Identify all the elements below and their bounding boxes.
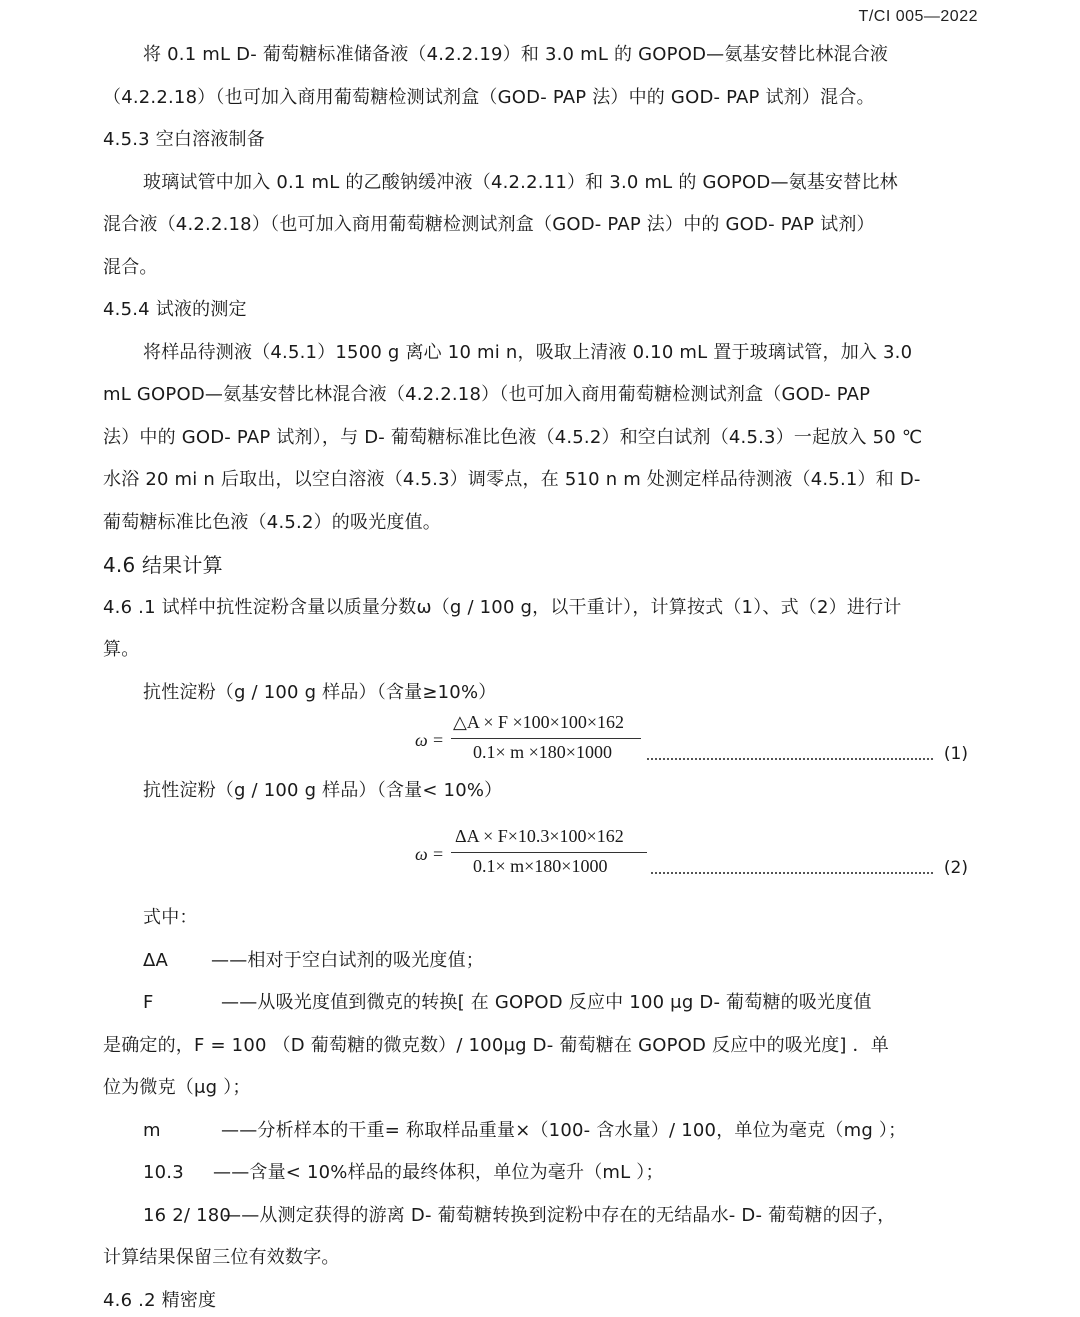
paragraph-line: 混合液（4.2.2.18）（也可加入商用葡萄糖检测试剂盒（GOD- PAP 法）中的 GOD- PAP 试剂） <box>103 214 875 235</box>
paragraph-line: 算。 <box>103 639 140 660</box>
paragraph-line: 将样品待测液（4.5.1）1500 g 离心 10 mi n，吸取上清液 0.10 mL 置于玻璃试管，加入 3.0 <box>143 342 913 363</box>
paragraph-line: 水浴 20 mi n 后取出，以空白溶液（4.5.3）调零点，在 510 n m 处测定样品待测液（4.5.1）和 D- <box>103 469 921 490</box>
section-heading-4-6: 4.6 结果计算 <box>103 553 223 577</box>
paragraph-line: 葡萄糖标准比色液（4.5.2）的吸光度值。 <box>103 512 441 533</box>
definition-continuation: 是确定的，F = 100 （D 葡萄糖的微克数）/ 100μg D- 葡萄糖在 GOPOD 反应中的吸光度] ．单 <box>103 1035 889 1056</box>
definition-symbol: ΔA <box>143 950 169 971</box>
dotted-leader <box>651 870 933 874</box>
formula-equals: = <box>433 844 444 864</box>
definition-delta-a <box>143 949 983 973</box>
section-heading-4-6-2: 4.6 .2 精密度 <box>103 1290 217 1311</box>
definition-m <box>143 1119 983 1143</box>
case-label-low-content: 抗性淀粉（g / 100 g 样品）（含量< 10%） <box>143 780 503 801</box>
definition-f <box>143 991 983 1015</box>
paragraph-line: 将 0.1 mL D- 葡萄糖标准储备液（4.2.2.19）和 3.0 mL 的 GOPOD—氨基安替比林混合液 <box>143 44 889 65</box>
section-heading-4-5-3: 4.5.3 空白溶液制备 <box>103 129 265 150</box>
definition-symbol: m <box>143 1120 161 1141</box>
equation-number: (1) <box>943 744 968 764</box>
formula-lhs: ω <box>415 844 428 864</box>
formula-numerator: △A × F ×100×100×162 <box>453 712 624 732</box>
paragraph-line: 法）中的 GOD- PAP 试剂），与 D- 葡萄糖标准比色液（4.5.2）和空白试剂（4.5.3）一起放入 50 ℃ <box>103 427 923 448</box>
formula-equals: = <box>433 730 444 750</box>
formula-denominator: 0.1× m×180×1000 <box>473 856 608 876</box>
definition-text: ——分析样本的干重= 称取样品重量×（100- 含水量）/ 100，单位为毫克（mg ）； <box>221 1120 907 1141</box>
fraction-bar <box>451 852 647 853</box>
formula-2 <box>415 826 985 886</box>
definition-text: ——从测定获得的游离 D- 葡萄糖转换到淀粉中存在的无结晶水- D- 葡萄糖的因子， <box>223 1205 896 1226</box>
definition-text: ——从吸光度值到微克的转换[ 在 GOPOD 反应中 100 μg D- 葡萄糖的吸光度值 <box>221 992 872 1013</box>
definition-continuation: 计算结果保留三位有效数字。 <box>103 1247 340 1268</box>
formula-1 <box>415 712 985 772</box>
definition-text: ——相对于空白试剂的吸光度值； <box>211 950 484 971</box>
paragraph-line: 4.6 .1 试样中抗性淀粉含量以质量分数ω（g / 100 g，以干重计），计算按式（1）、式（2）进行计 <box>103 597 902 618</box>
paragraph-line: （4.2.2.18）（也可加入商用葡萄糖检测试剂盒（GOD- PAP 法）中的 GOD- PAP 试剂）混合。 <box>103 87 875 108</box>
definition-symbol: 16 2/ 180 <box>143 1205 232 1226</box>
paragraph-line: 混合。 <box>103 257 158 278</box>
definition-162-180 <box>143 1204 983 1228</box>
paragraph-line: mL GOPOD—氨基安替比林混合液（4.2.2.18）（也可加入商用葡萄糖检测试剂盒（GOD- PAP <box>103 384 871 405</box>
case-label-high-content: 抗性淀粉（g / 100 g 样品）（含量≥10%） <box>143 682 497 703</box>
definition-symbol: 10.3 <box>143 1162 184 1183</box>
definition-text: ——含量< 10%样品的最终体积，单位为毫升（mL ）； <box>213 1162 664 1183</box>
definition-continuation: 位为微克（μg ）； <box>103 1077 251 1098</box>
definition-symbol: F <box>143 992 154 1013</box>
equation-number: (2) <box>943 858 968 878</box>
paragraph-line: 玻璃试管中加入 0.1 mL 的乙酸钠缓冲液（4.2.2.11）和 3.0 mL 的 GOPOD—氨基安替比林 <box>143 172 898 193</box>
formula-numerator: ΔA × F×10.3×100×162 <box>455 826 624 846</box>
section-heading-4-5-4: 4.5.4 试液的测定 <box>103 299 247 320</box>
formula-lhs: ω <box>415 730 428 750</box>
definition-10-3 <box>143 1161 983 1185</box>
fraction-bar <box>451 738 641 739</box>
document-code-header: T/CI 005—2022 <box>858 8 978 25</box>
formula-denominator: 0.1× m ×180×1000 <box>473 742 612 762</box>
where-label: 式中： <box>143 907 198 928</box>
dotted-leader <box>647 756 933 760</box>
